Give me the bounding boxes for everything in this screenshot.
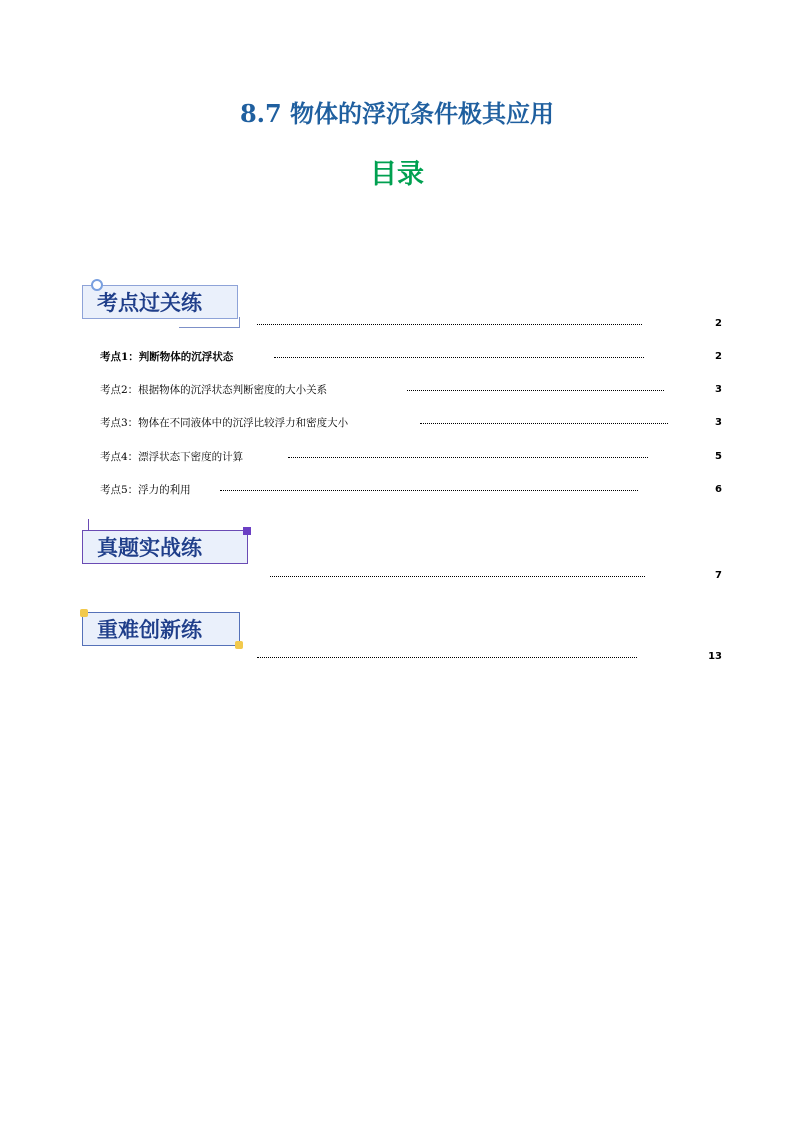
dot-leader [270, 576, 645, 577]
section-badge-zhongnan[interactable] [82, 612, 240, 646]
toc-section-row[interactable] [0, 316, 794, 332]
toc-item-label: 考点4：漂浮状态下密度的计算 [100, 451, 244, 463]
toc-item-row[interactable] [0, 349, 794, 365]
section-badge-zhenti[interactable] [82, 530, 248, 564]
vertical-line-decoration [88, 519, 89, 531]
toc-section-row[interactable] [0, 649, 794, 665]
dot-leader [407, 390, 664, 391]
toc-item-label: 考点1：判断物体的沉浮状态 [100, 351, 234, 363]
section-badge-kaodian[interactable] [82, 285, 238, 319]
corner-decoration-icon [80, 609, 88, 617]
page-number: 6 [715, 484, 722, 495]
page-number: 3 [715, 417, 722, 428]
square-decoration-icon [243, 527, 251, 535]
dot-leader [257, 657, 637, 658]
dot-leader [220, 490, 638, 491]
toc-item-label: 考点5：浮力的利用 [100, 484, 191, 496]
toc-heading: 目录 [370, 159, 424, 190]
section-badge-label: 真题实战练 [97, 536, 202, 560]
page-number: 7 [715, 570, 722, 581]
dot-leader [420, 423, 668, 424]
ring-decoration-icon [91, 279, 103, 291]
corner-decoration-icon [235, 641, 243, 649]
toc-item-row[interactable] [0, 382, 794, 398]
toc-item-row[interactable] [0, 482, 794, 498]
toc-section-row[interactable] [0, 568, 794, 584]
page-number: 2 [715, 351, 722, 362]
dot-leader [288, 457, 648, 458]
dot-leader [257, 324, 642, 325]
section-badge-label: 重难创新练 [97, 618, 202, 642]
document-title: 8.7 物体的浮沉条件极其应用 [239, 99, 555, 128]
page-number: 2 [715, 318, 722, 329]
toc-item-label: 考点3：物体在不同液体中的沉浮比较浮力和密度大小 [100, 417, 349, 429]
toc-item-row[interactable] [0, 415, 794, 431]
dot-leader [274, 357, 644, 358]
toc-item-label: 考点2：根据物体的沉浮状态判断密度的大小关系 [100, 384, 328, 396]
page-number: 5 [715, 451, 722, 462]
toc-item-row[interactable] [0, 449, 794, 465]
page-number: 3 [715, 384, 722, 395]
page-number: 13 [708, 651, 722, 662]
section-badge-label: 考点过关练 [97, 291, 202, 315]
